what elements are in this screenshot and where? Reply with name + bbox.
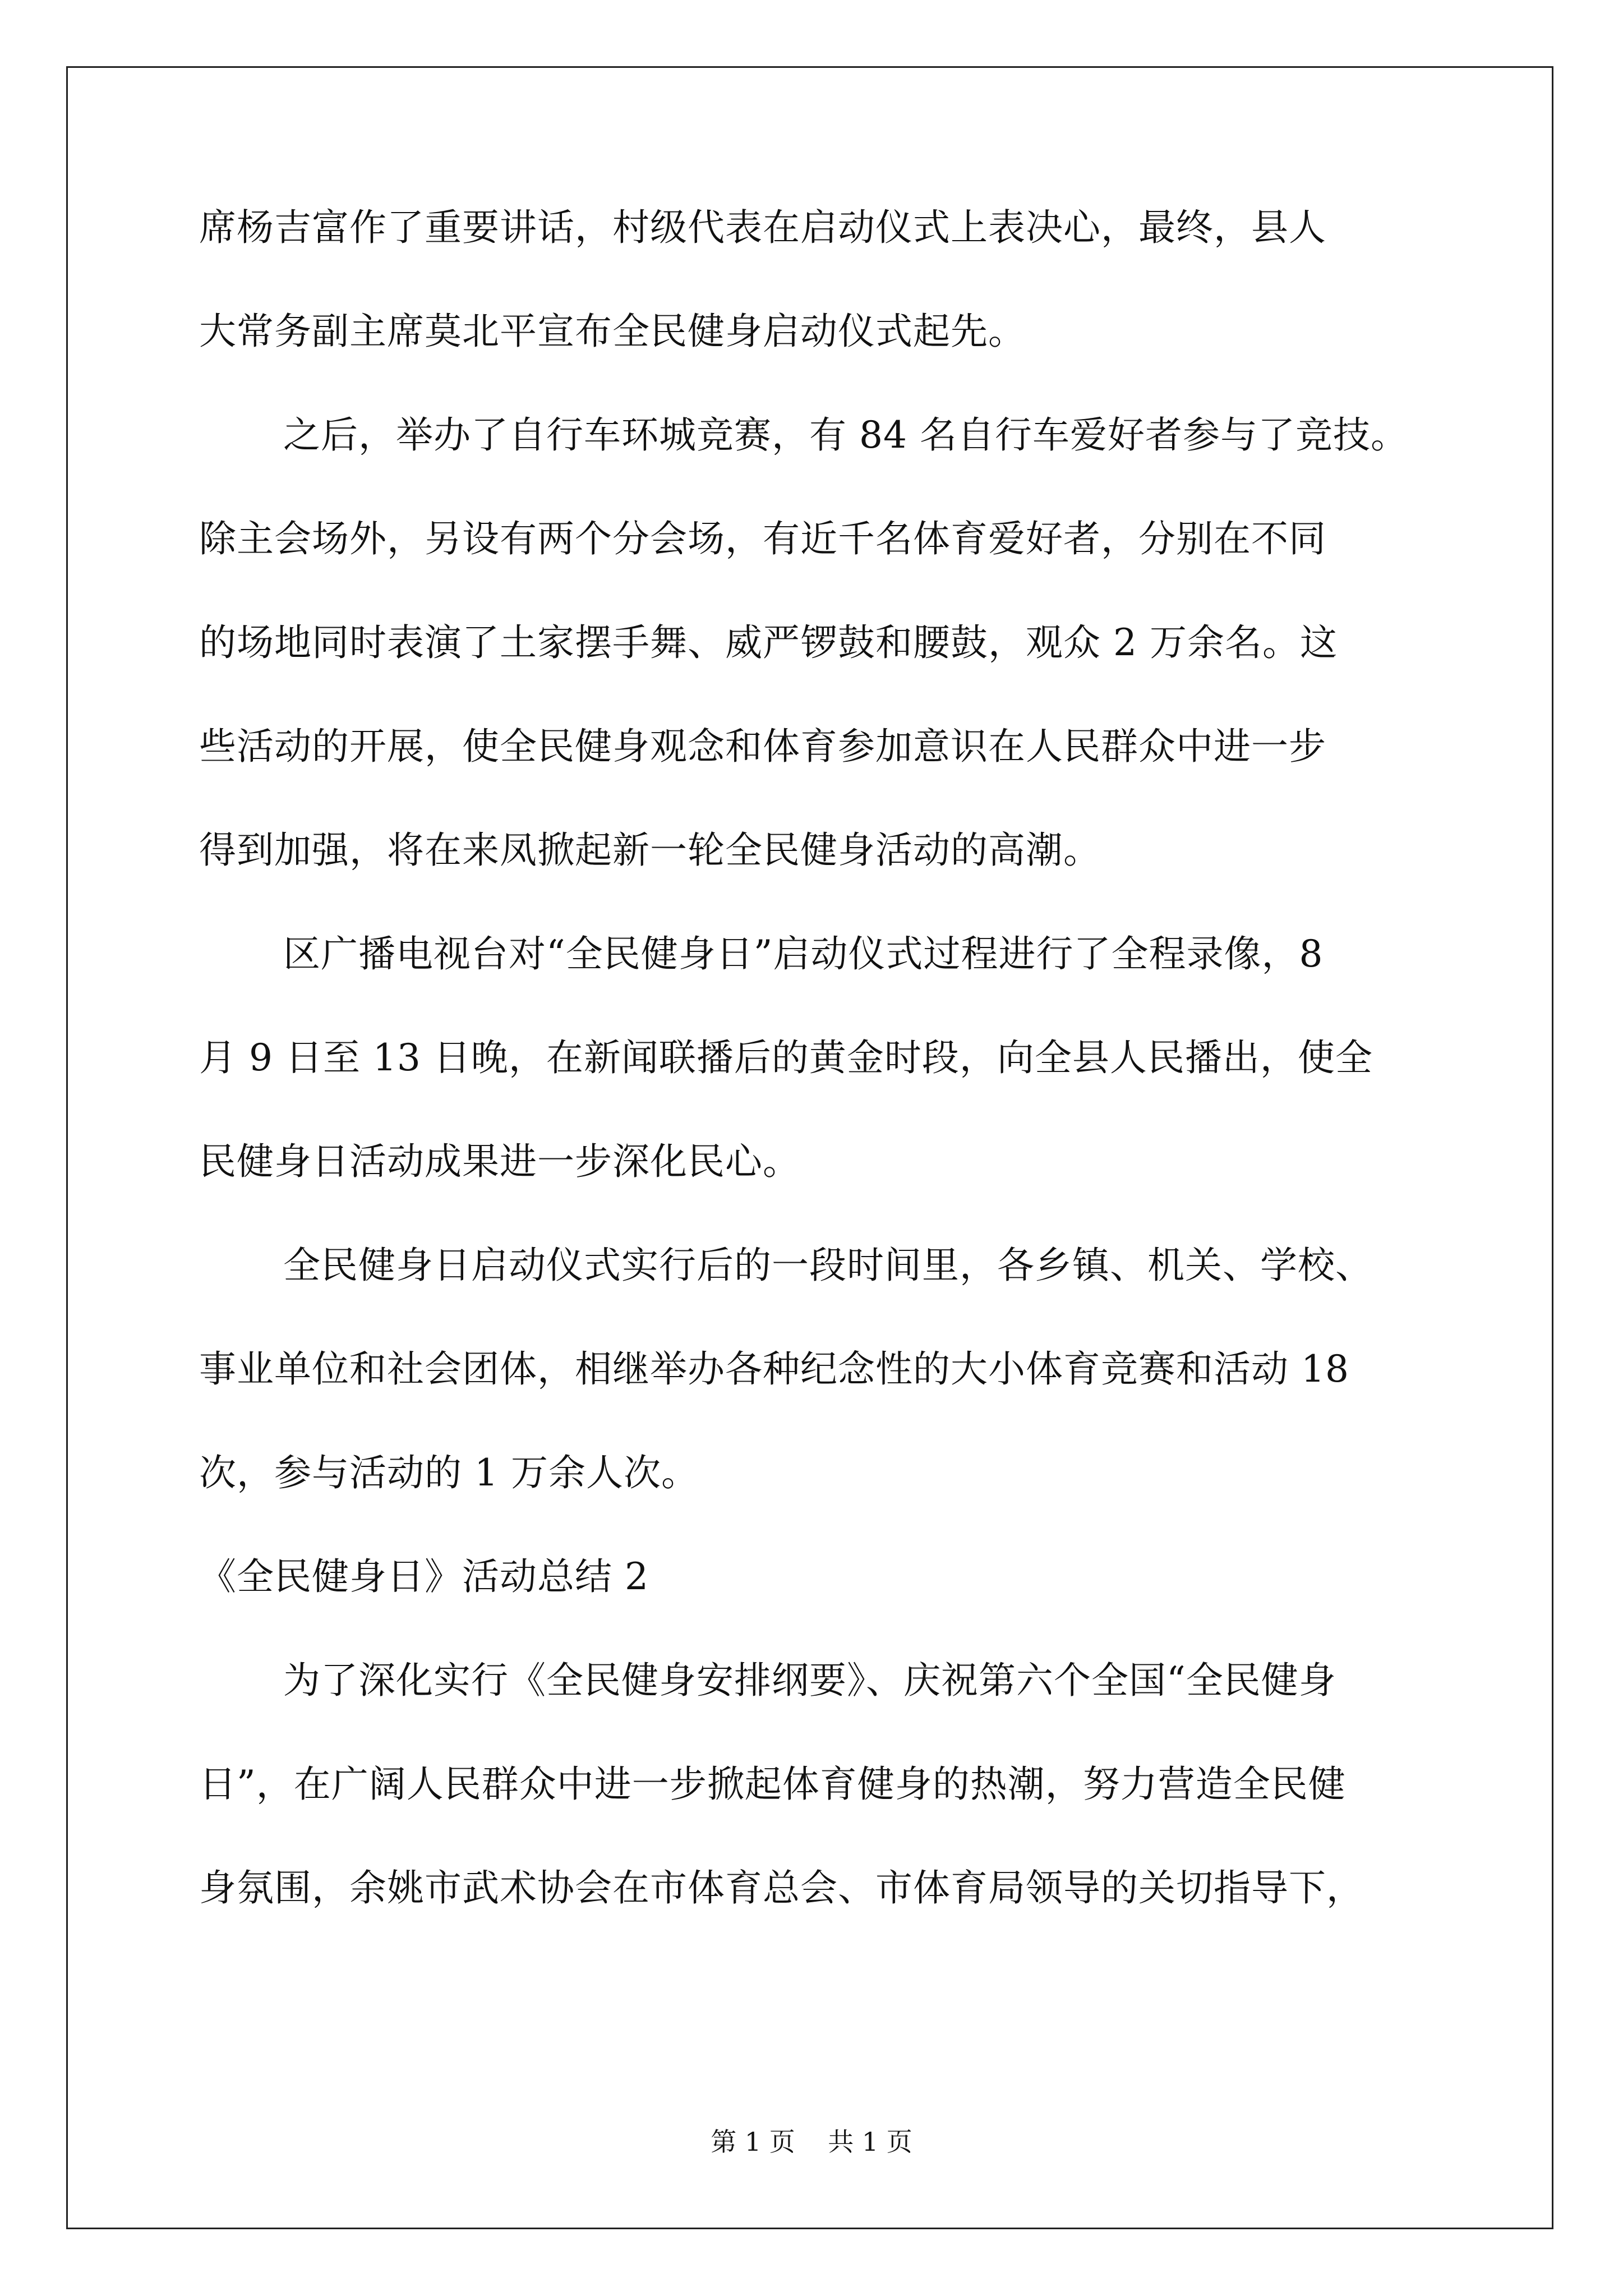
section-heading: 《全民健身日》活动总结 2 [199, 1555, 649, 1598]
text-line: 次，参与活动的 1 万余人次。 [199, 1451, 699, 1494]
text-line: 些活动的开展，使全民健身观念和体育参加意识在人民群众中进一步 [199, 725, 1326, 768]
paragraph-start-line: 为了深化实行《全民健身安排纲要》、庆祝第六个全国“全民健身 [283, 1659, 1336, 1702]
paragraph-start-line: 全民健身日启动仪式实行后的一段时间里，各乡镇、机关、学校、 [283, 1244, 1373, 1287]
text-line: 事业单位和社会团体，相继举办各种纪念性的大小体育竞赛和活动 18 [199, 1347, 1349, 1391]
text-line: 大常务副主席莫北平宣布全民健身启动仪式起先。 [199, 310, 1026, 353]
text-line: 除主会场外，另设有两个分会场，有近千名体育爱好者，分别在不同 [199, 517, 1326, 560]
document-body [199, 202, 1427, 1966]
paragraph-start-line: 区广播电视台对“全民健身日”启动仪式过程进行了全程录像，8 [283, 932, 1324, 976]
text-line: 席杨吉富作了重要讲话，村级代表在启动仪式上表决心，最终，县人 [199, 206, 1326, 249]
text-line: 得到加强，将在来凤掀起新一轮全民健身活动的高潮。 [199, 829, 1101, 872]
text-line: 日”，在广阔人民群众中进一步掀起体育健身的热潮，努力营造全民健 [199, 1763, 1346, 1806]
text-line: 的场地同时表演了土家摆手舞、威严锣鼓和腰鼓，观众 2 万余名。这 [199, 621, 1338, 664]
text-line: 身氛围，余姚市武术协会在市体育总会、市体育局领导的关切指导下， [199, 1866, 1364, 1910]
text-line: 民健身日活动成果进一步深化民心。 [199, 1140, 800, 1183]
text-line: 月 9 日至 13 日晚，在新闻联播后的黄金时段，向全县人民播出，使全 [199, 1036, 1373, 1079]
page-footer: 第 1 页 共 1 页 [711, 2127, 912, 2157]
paragraph-start-line: 之后，举办了自行车环城竞赛，有 84 名自行车爱好者参与了竞技。 [283, 413, 1408, 457]
